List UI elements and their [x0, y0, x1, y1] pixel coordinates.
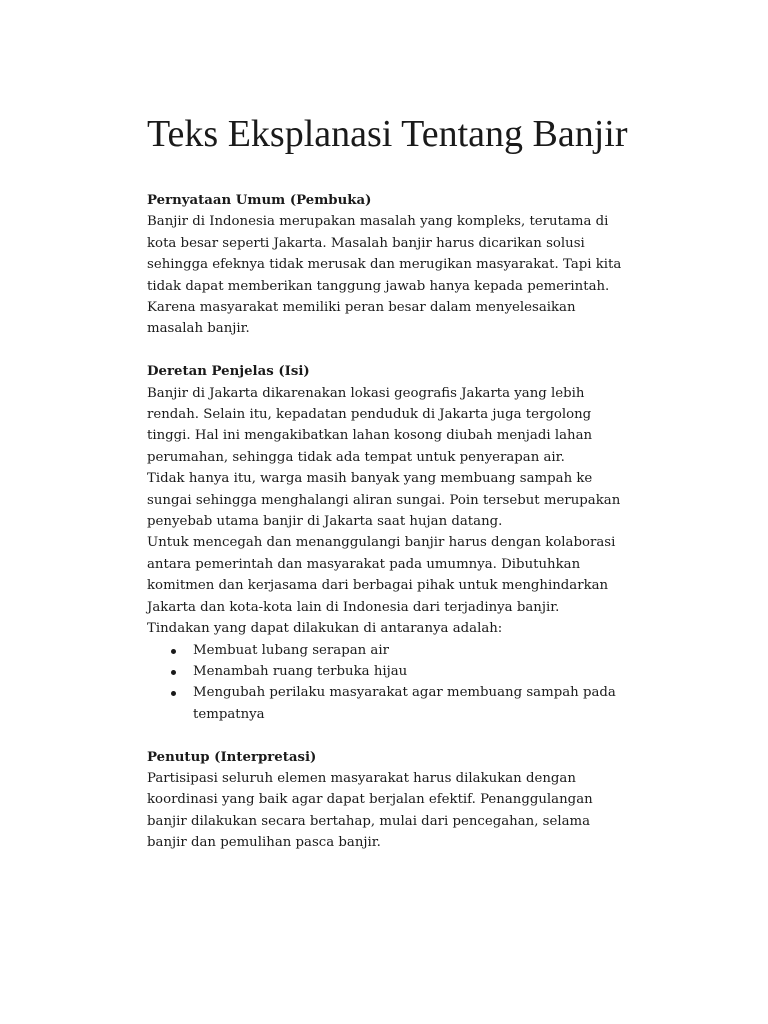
section-general-statement: [147, 190, 657, 340]
list-item: [147, 661, 657, 682]
paragraph-line: koordinasi yang baik agar dapat berjalan efektif. Penanggulangan: [147, 792, 593, 808]
bullet-icon: [171, 691, 176, 696]
section-heading: Penutup (Interpretasi): [147, 749, 317, 765]
paragraph-line: Banjir di Jakarta dikarenakan lokasi geografis Jakarta yang lebih: [147, 385, 585, 401]
document-title: Teks Eksplanasi Tentang Banjir: [147, 113, 628, 155]
paragraph-line: Untuk mencegah dan menanggulangi banjir harus dengan kolaborasi: [147, 535, 616, 551]
paragraph-line: Karena masyarakat memiliki peran besar dalam menyelesaikan: [147, 300, 576, 316]
paragraph-line: masalah banjir.: [147, 321, 250, 337]
paragraph-line: tidak dapat memberikan tanggung jawab hanya kepada pemerintah.: [147, 278, 610, 294]
paragraph-line: banjir dilakukan secara bertahap, mulai dari pencegahan, selama: [147, 813, 591, 829]
bullet-icon: [171, 670, 176, 675]
section-heading: Pernyataan Umum (Pembuka): [147, 193, 372, 208]
paragraph-line: sungai sehingga menghalangi aliran sungai. Poin tersebut merupakan: [147, 492, 621, 508]
action-list: [147, 640, 657, 726]
paragraph-line: sehingga efeknya tidak merusak dan merugikan masyarakat. Tapi kita: [147, 257, 622, 273]
section-heading: Deretan Penjelas (Isi): [147, 364, 310, 380]
list-item-text: Membuat lubang serapan air: [193, 642, 389, 658]
list-item: [147, 640, 657, 661]
list-item-text: tempatnya: [193, 706, 265, 722]
paragraph-line: komitmen dan kerjasama dari berbagai pihak untuk menghindarkan: [147, 578, 609, 594]
paragraph-line: antara pemerintah dan masyarakat pada umumnya. Dibutuhkan: [147, 556, 581, 572]
paragraph-line: perumahan, sehingga tidak ada tempat untuk penyerapan air.: [147, 449, 565, 465]
document-body: [147, 190, 657, 875]
paragraph-line: Tidak hanya itu, warga masih banyak yang membuang sampah ke: [147, 471, 593, 487]
section-conclusion: [147, 747, 657, 854]
paragraph-line: Partisipasi seluruh elemen masyarakat harus dilakukan dengan: [147, 770, 576, 786]
paragraph-line: Banjir di Indonesia merupakan masalah yang kompleks, terutama di: [147, 214, 609, 230]
paragraph-line: Tindakan yang dapat dilakukan di antaranya adalah:: [147, 621, 503, 637]
paragraph-line: Jakarta dan kota-kota lain di Indonesia dari terjadinya banjir.: [147, 599, 560, 615]
list-item-text: Mengubah perilaku masyarakat agar membuang sampah pada: [193, 685, 616, 701]
list-item-text: Menambah ruang terbuka hijau: [193, 663, 408, 679]
paragraph-line: tinggi. Hal ini mengakibatkan lahan kosong diubah menjadi lahan: [147, 428, 593, 444]
paragraph-line: kota besar seperti Jakarta. Masalah banjir harus dicarikan solusi: [147, 235, 585, 251]
paragraph-line: penyebab utama banjir di Jakarta saat hujan datang.: [147, 514, 503, 530]
bullet-icon: [171, 649, 176, 654]
paragraph-line: banjir dan pemulihan pasca banjir.: [147, 835, 381, 851]
section-explanation: [147, 361, 657, 725]
paragraph-line: rendah. Selain itu, kepadatan penduduk di Jakarta juga tergolong: [147, 407, 592, 423]
list-item: [147, 682, 657, 725]
